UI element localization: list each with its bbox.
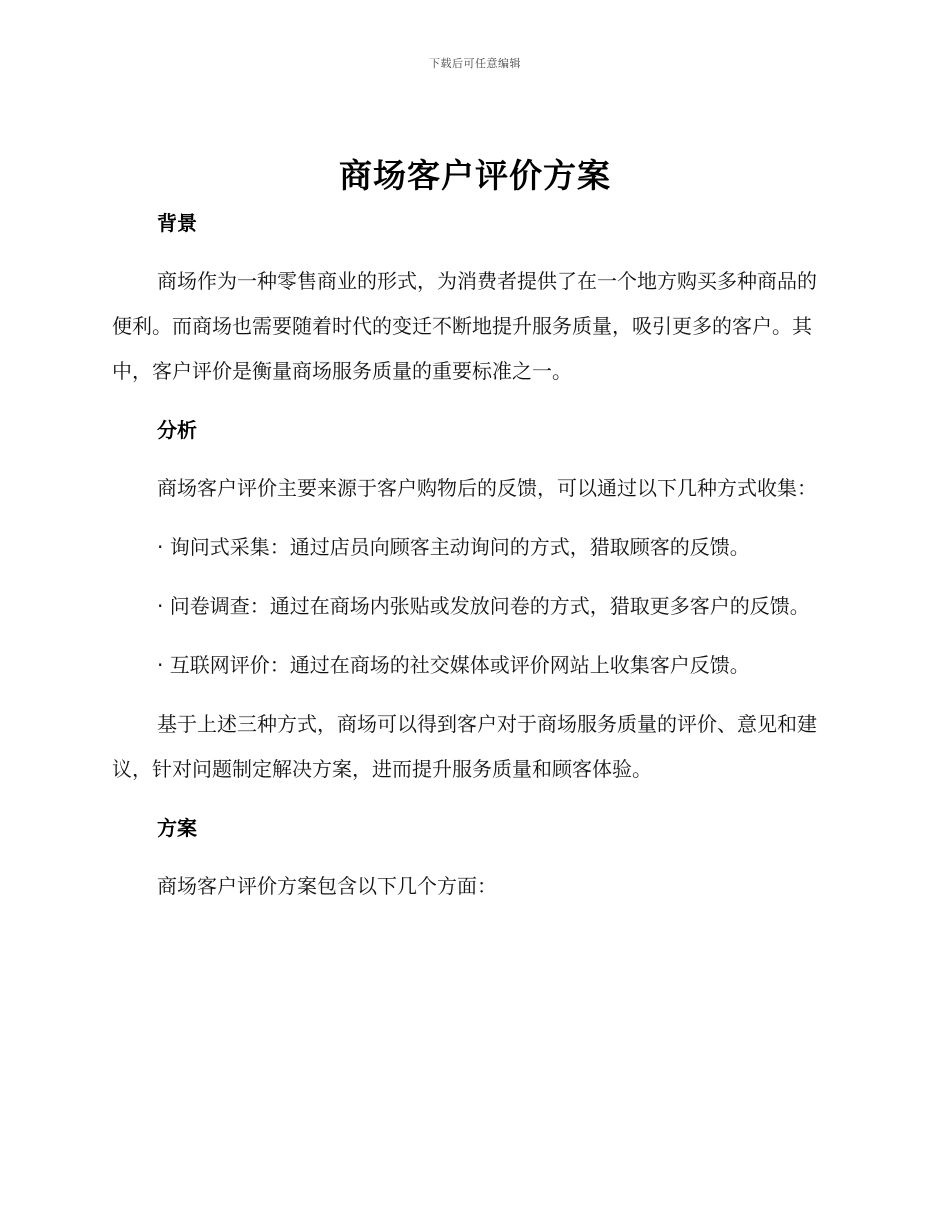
- list-item: · 问卷调查：通过在商场内张贴或发放问卷的方式，猎取更多客户的反馈。: [157, 594, 810, 618]
- document-body: [112, 201, 832, 909]
- list-item: · 互联网评价：通过在商场的社交媒体或评价网站上收集客户反馈。: [157, 653, 750, 677]
- analysis-intro-paragraph: 商场客户评价主要来源于客户购物后的反馈，可以通过以下几种方式收集：: [157, 476, 817, 500]
- page-header-note: 下载后可任意编辑: [429, 57, 521, 70]
- section-heading-background: 背景: [157, 211, 197, 235]
- plan-intro-paragraph: 商场客户评价方案包含以下几个方面：: [157, 874, 497, 898]
- document-title: 商场客户评价方案: [339, 156, 611, 195]
- section-heading-analysis: 分析: [157, 418, 197, 442]
- analysis-conclusion-paragraph: 基于上述三种方式，商场可以得到客户对于商场服务质量的评价、意见和建议，针对问题制定解决方案，进而提升服务质量和顾客体验。: [112, 712, 817, 781]
- section-heading-plan: 方案: [157, 816, 197, 840]
- list-item: · 询问式采集：通过店员向顾客主动询问的方式，猎取顾客的反馈。: [157, 535, 750, 559]
- background-paragraph: 商场作为一种零售商业的形式，为消费者提供了在一个地方购买多种商品的便利。而商场也需要随着时代的变迁不断地提升服务质量，吸引更多的客户。其中，客户评价是衡量商场服务质量的重要标准之一。: [112, 269, 817, 383]
